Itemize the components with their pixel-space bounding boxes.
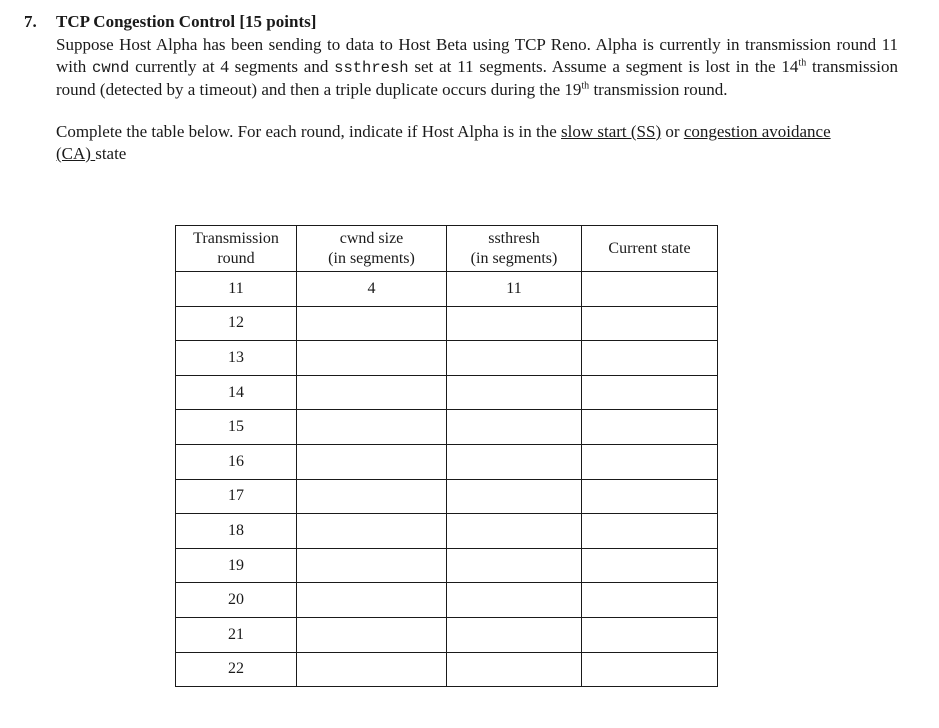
table-header-row [176, 226, 718, 272]
ssthresh-cell[interactable] [447, 444, 582, 479]
cwnd-cell[interactable] [297, 375, 447, 410]
round-cell: 17 [176, 479, 297, 514]
round-cell: 22 [176, 652, 297, 687]
header-round: Transmission round [176, 226, 297, 272]
description-text: set at 11 segments. Assume a segment is lost in the 14 [408, 57, 799, 76]
round-cell: 14 [176, 375, 297, 410]
table-row [176, 548, 718, 583]
cwnd-cell[interactable] [297, 583, 447, 618]
cwnd-cell[interactable] [297, 652, 447, 687]
cwnd-cell[interactable] [297, 410, 447, 445]
congestion-avoidance-term: congestion avoidance [683, 122, 831, 141]
cwnd-cell[interactable] [297, 306, 447, 341]
ssthresh-cell[interactable] [447, 479, 582, 514]
ca-abbrev-term: (CA) [56, 144, 91, 163]
table-row [176, 617, 718, 652]
round-cell: 20 [176, 583, 297, 618]
ordinal-suffix: th [798, 57, 807, 69]
state-cell[interactable] [582, 410, 718, 445]
description-text: currently at 4 segments and [129, 57, 335, 76]
state-cell[interactable] [582, 341, 718, 376]
state-cell[interactable] [582, 617, 718, 652]
instructions-text: state [95, 144, 127, 163]
round-cell: 13 [176, 341, 297, 376]
state-cell[interactable] [582, 479, 718, 514]
round-cell: 11 [176, 272, 297, 307]
ssthresh-cell[interactable]: 11 [447, 272, 582, 307]
round-cell: 15 [176, 410, 297, 445]
ssthresh-cell[interactable] [447, 548, 582, 583]
state-cell[interactable] [582, 652, 718, 687]
round-cell: 21 [176, 617, 297, 652]
ordinal-suffix: th [581, 80, 590, 92]
round-cell: 19 [176, 548, 297, 583]
table-row [176, 583, 718, 618]
cwnd-cell[interactable] [297, 479, 447, 514]
state-cell[interactable] [582, 583, 718, 618]
cwnd-cell[interactable] [297, 617, 447, 652]
ssthresh-cell[interactable] [447, 514, 582, 549]
cwnd-cell[interactable] [297, 514, 447, 549]
table-row [176, 306, 718, 341]
ssthresh-cell[interactable] [447, 341, 582, 376]
state-cell[interactable] [582, 514, 718, 549]
congestion-table [175, 225, 718, 687]
state-cell[interactable] [582, 272, 718, 307]
table-row [176, 444, 718, 479]
ssthresh-cell[interactable] [447, 583, 582, 618]
cwnd-code: cwnd [92, 59, 130, 77]
header-cwnd: cwnd size (in segments) [297, 226, 447, 272]
cwnd-cell[interactable] [297, 444, 447, 479]
table-row [176, 652, 718, 687]
table-row [176, 272, 718, 307]
state-cell[interactable] [582, 375, 718, 410]
table-row [176, 341, 718, 376]
table-row [176, 514, 718, 549]
cwnd-cell[interactable]: 4 [297, 272, 447, 307]
round-cell: 18 [176, 514, 297, 549]
ssthresh-cell[interactable] [447, 375, 582, 410]
ssthresh-cell[interactable] [447, 617, 582, 652]
description-text: transmission round. [589, 80, 728, 99]
header-state: Current state [582, 226, 718, 272]
state-cell[interactable] [582, 548, 718, 583]
round-cell: 16 [176, 444, 297, 479]
ssthresh-cell[interactable] [447, 652, 582, 687]
state-cell[interactable] [582, 306, 718, 341]
instructions [56, 121, 898, 165]
instructions-text: Complete the table below. For each round, indicate if Host Alpha is in the [56, 122, 562, 141]
table-row [176, 410, 718, 445]
slow-start-term: slow start (SS) [561, 122, 662, 141]
cwnd-cell[interactable] [297, 548, 447, 583]
ssthresh-cell[interactable] [447, 410, 582, 445]
instructions-text: or [661, 122, 684, 141]
question-title: TCP Congestion Control [15 points] [56, 12, 317, 31]
ssthresh-cell[interactable] [447, 306, 582, 341]
state-cell[interactable] [582, 444, 718, 479]
cwnd-cell[interactable] [297, 341, 447, 376]
question-number: 7. [24, 12, 37, 31]
ssthresh-code: ssthresh [334, 59, 409, 77]
round-cell: 12 [176, 306, 297, 341]
header-ssthresh: ssthresh (in segments) [447, 226, 582, 272]
description-text: Suppose Host Alpha has been sending to data to Host Beta using TCP Reno. Alpha is currently in transmission round 11 with [56, 35, 898, 76]
table-row [176, 375, 718, 410]
description-text: transmission round (detected by a timeout) and then a triple duplicate occurs during the 19 [56, 57, 898, 99]
question-description [56, 34, 898, 101]
table-row [176, 479, 718, 514]
